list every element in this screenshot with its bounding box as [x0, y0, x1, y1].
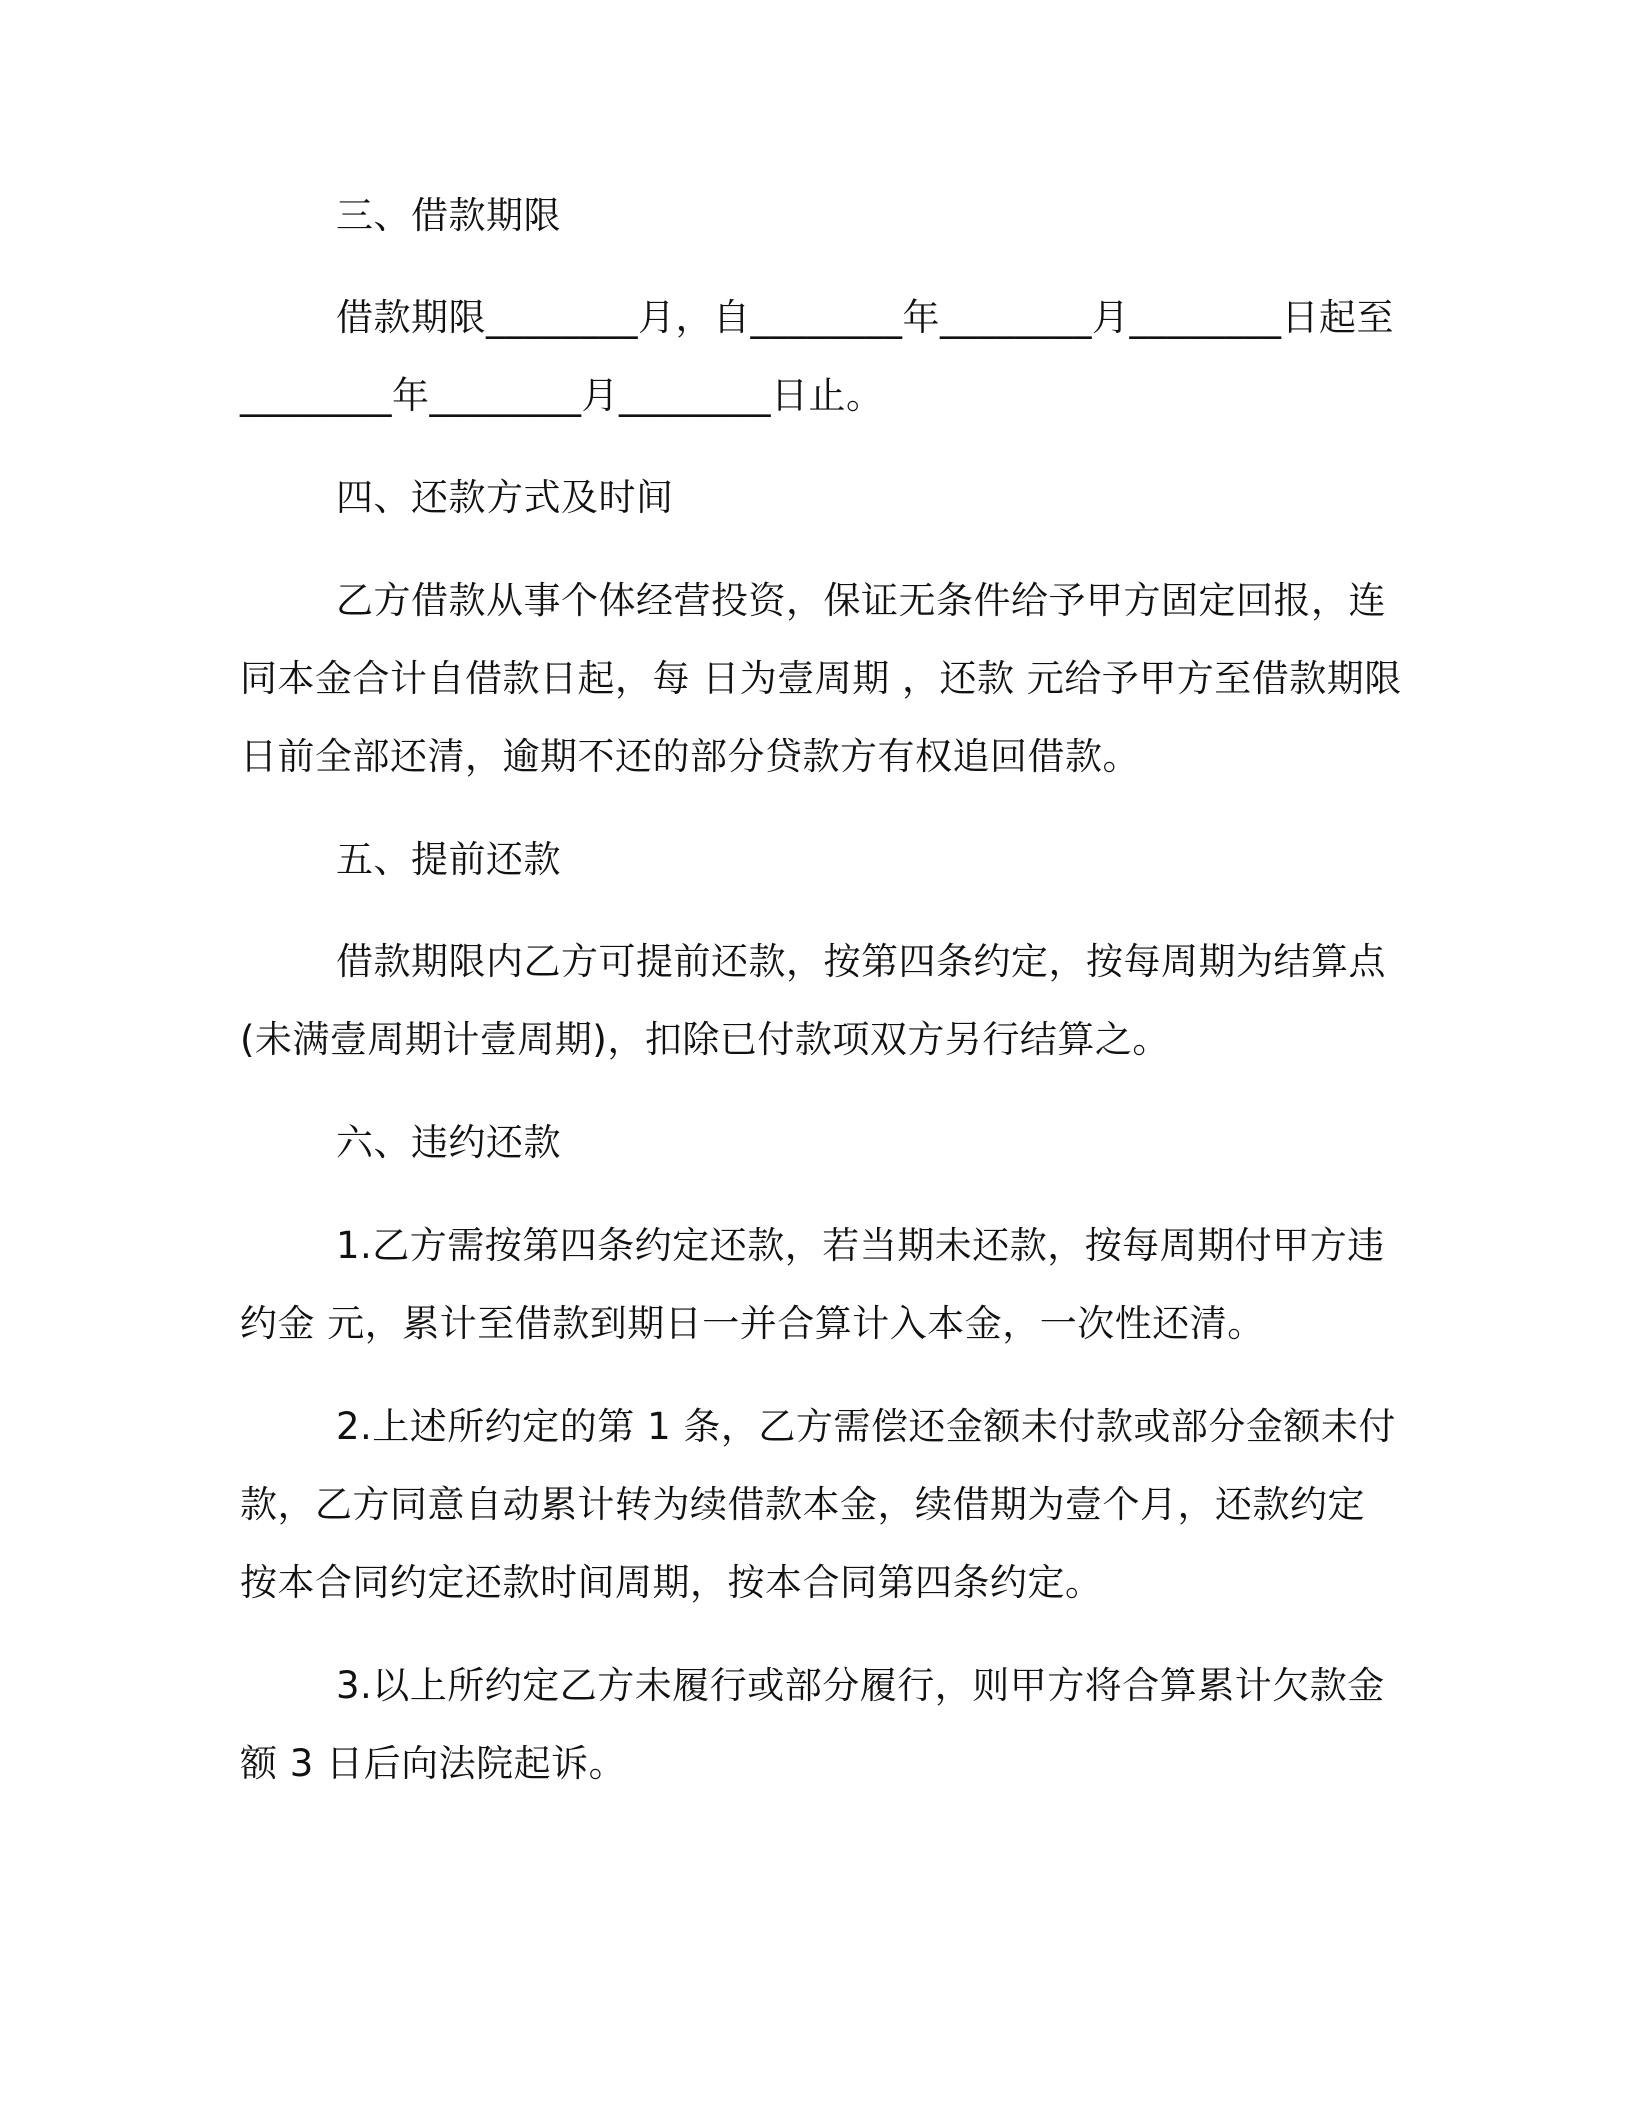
section-heading-repayment-method: 四、还款方式及时间 — [336, 476, 674, 519]
clause-2-line: 按本合同约定还款时间周期，按本合同第四条约定。 — [240, 1561, 1103, 1604]
paragraph-line: 乙方借款从事个体经营投资，保证无条件给予甲方固定回报，连 — [336, 579, 1386, 622]
clause-1-line: 约金 元，累计至借款到期日一并合算计入本金，一次性还清。 — [240, 1302, 1265, 1345]
clause-3-line: 3.以上所约定乙方未履行或部分履行，则甲方将合算累计欠款金 — [336, 1664, 1385, 1707]
paragraph-line: 同本金合计自借款日起，每 日为壹周期 ，还款 元给予甲方至借款期限 — [240, 657, 1402, 700]
paragraph-line: (未满壹周期计壹周期)，扣除已付款项双方另行结算之。 — [240, 1018, 1170, 1061]
paragraph-line: 日前全部还清，逾期不还的部分贷款方有权追回借款。 — [240, 735, 1140, 778]
clause-2-line: 款，乙方同意自动累计转为续借款本金，续借期为壹个月，还款约定 — [240, 1483, 1365, 1526]
clause-2-line: 2.上述所约定的第 1 条，乙方需偿还金额未付款或部分金额未付 — [336, 1405, 1396, 1448]
paragraph-line: ________年________月________日止。 — [240, 374, 884, 417]
section-heading-early-repayment: 五、提前还款 — [336, 838, 561, 881]
paragraph-line: 借款期限________月，自________年________月________日起至 — [336, 296, 1394, 339]
section-heading-loan-term: 三、借款期限 — [336, 194, 561, 237]
section-heading-default-repayment: 六、违约还款 — [336, 1121, 561, 1164]
clause-3-line: 额 3 日后向法院起诉。 — [240, 1742, 627, 1785]
paragraph-line: 借款期限内乙方可提前还款，按第四条约定，按每周期为结算点 — [336, 940, 1386, 983]
clause-1-line: 1.乙方需按第四条约定还款，若当期未还款，按每周期付甲方违 — [336, 1224, 1385, 1267]
